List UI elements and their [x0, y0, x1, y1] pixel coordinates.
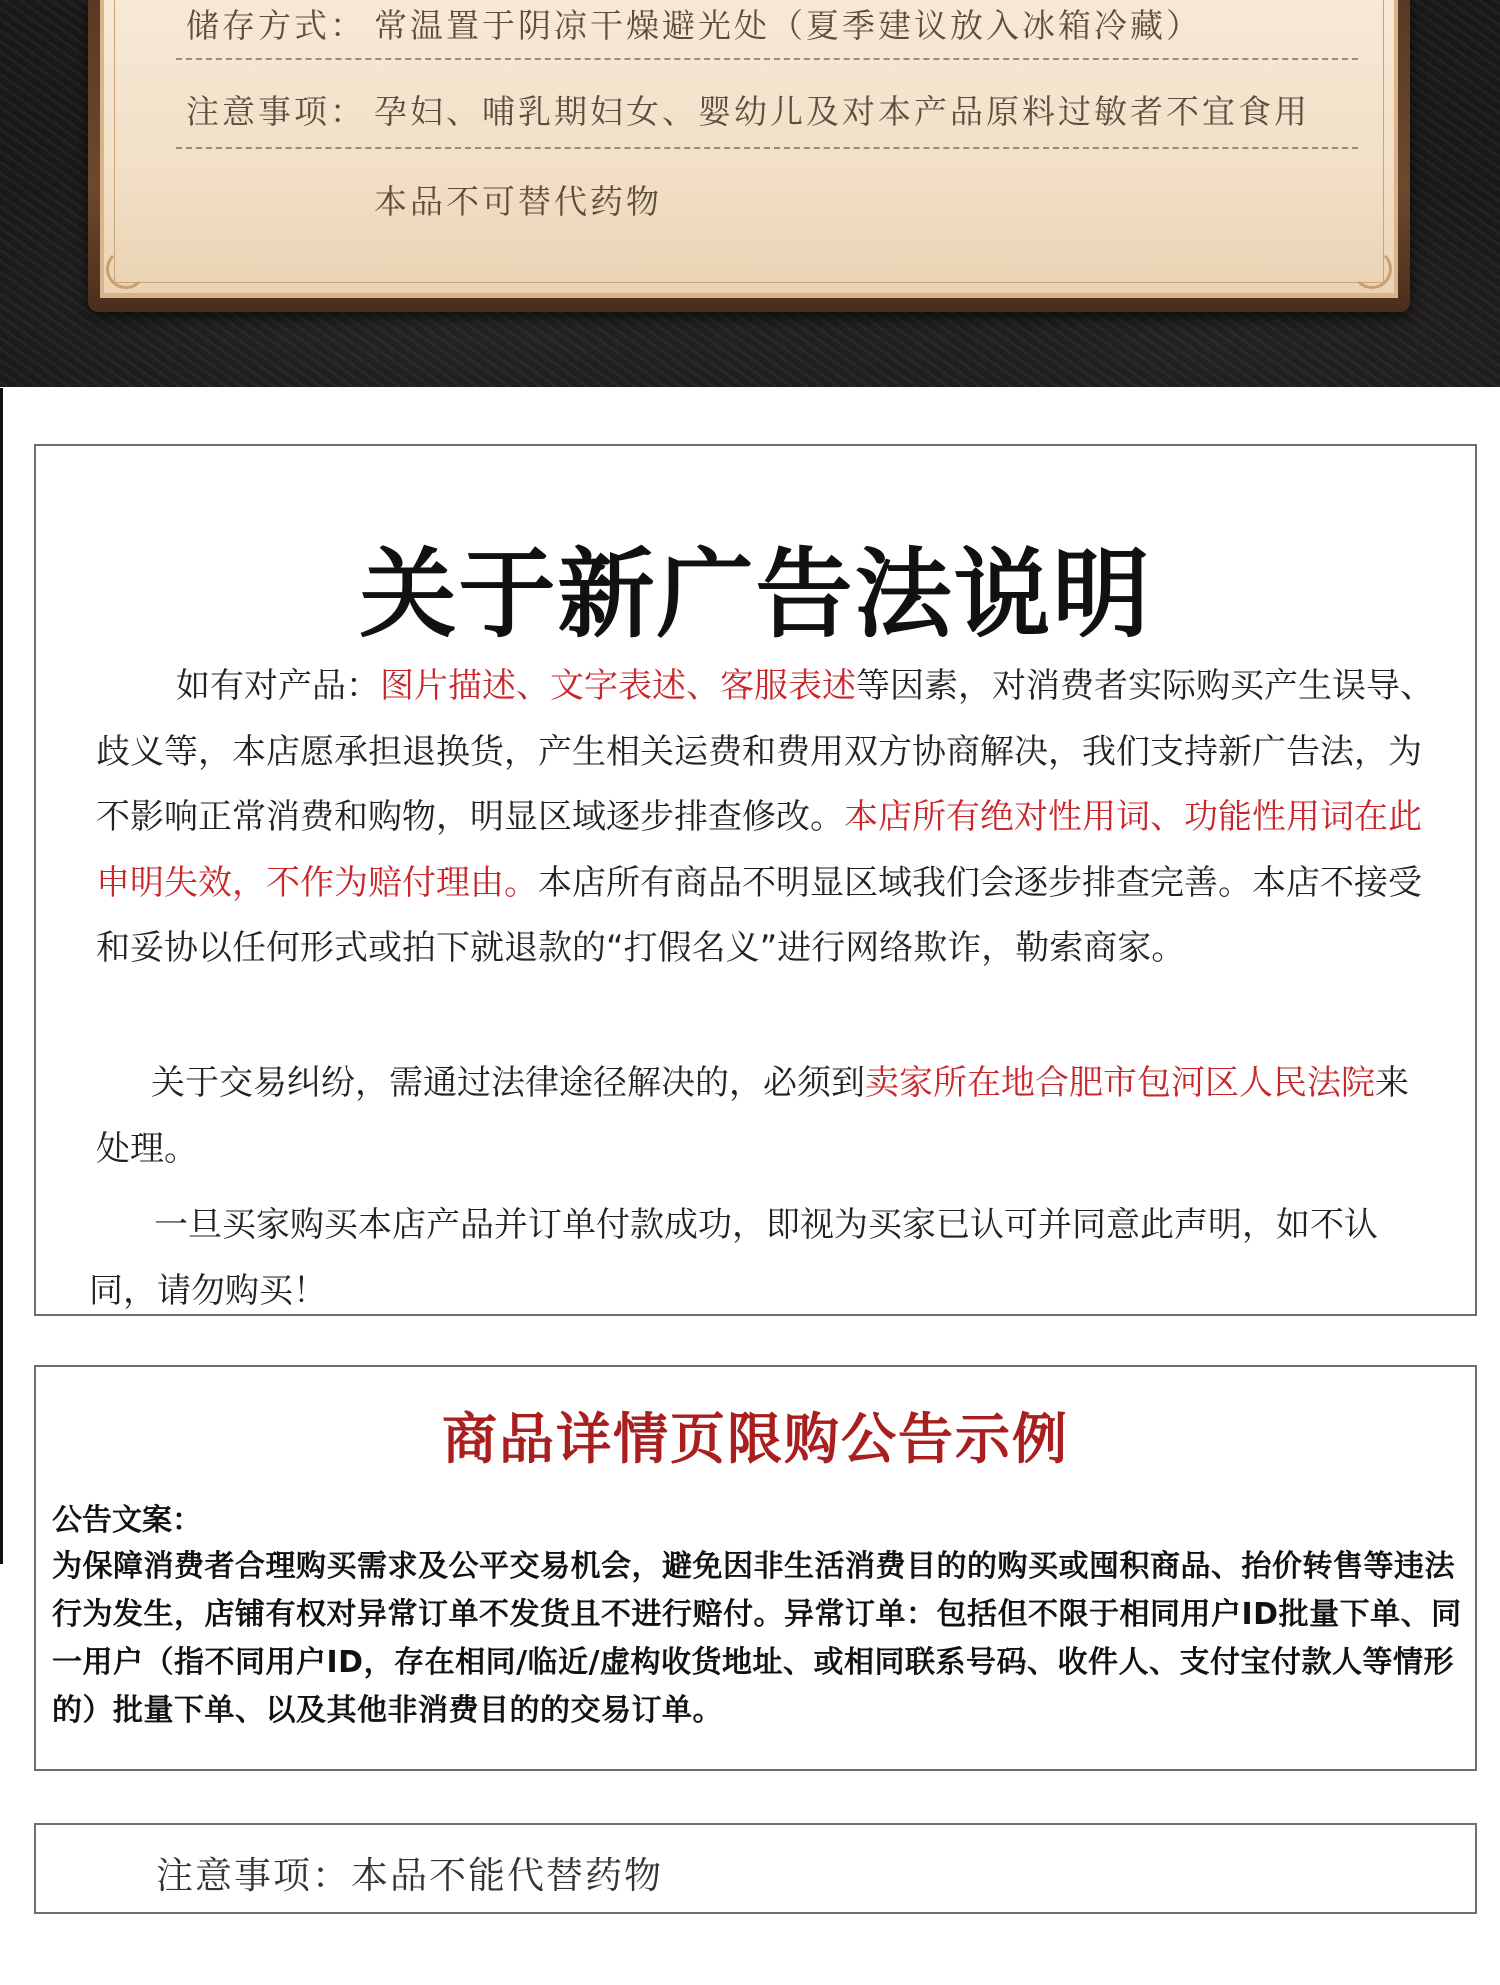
notice-label: 公告文案： [52, 1503, 202, 1538]
storage-value: 常温置于阴凉干燥避光处（夏季建议放入冰箱冷藏） [374, 6, 1202, 45]
ad-law-paragraph-1 [96, 654, 1436, 982]
notice-body: 为保障消费者合理购买需求及公平交易机会，避免因非生活消费目的的购买或囤积商品、抬价转售等违法行为发生，店铺有权对异常订单不发货且不进行赔付。异常订单：包括但不限于相同用户ID批量下单、同一用户（指不同用户ID，存在相同/临近/虚构收货地址、或相同联系号码、收件人、支付宝付款人等情形的）批量下单、以及其他非消费目的的交易订单。 [52, 1549, 1462, 1728]
storage-label: 储存方式： [186, 6, 366, 45]
text-run: 关于交易纠纷，需通过法律途径解决的，必须到 [151, 1063, 865, 1103]
footer-note-text: 注意事项：本品不能代替药物 [156, 1854, 663, 1897]
text-run: 来处理。 [96, 1063, 1409, 1169]
caution-row-continued [186, 176, 1356, 223]
footer-note-box [34, 1823, 1477, 1914]
purchase-limit-notice-box [34, 1365, 1477, 1771]
highlight-text: 图片描述、文字表述、客服表述 [380, 666, 856, 706]
storage-row [186, 0, 1356, 47]
caution-value: 孕妇、哺乳期妇女、婴幼儿及对本产品原料过敏者不宜食用 [374, 92, 1310, 131]
ad-law-paragraph-3: 一旦买家购买本店产品并订单付款成功，即视为买家已认可并同意此声明，如不认同，请勿购买！ [89, 1205, 1378, 1311]
left-edge-rule [0, 388, 3, 1564]
ad-law-notice-box [34, 444, 1477, 1316]
dashed-divider [176, 147, 1358, 149]
caution-value-2: 本品不可替代药物 [374, 182, 662, 221]
dashed-divider [176, 58, 1358, 60]
caution-label: 注意事项： [186, 92, 366, 131]
parchment-card [100, 0, 1398, 298]
ad-law-paragraph-2 [96, 1050, 1436, 1182]
text-run: 等因素，对消费者实际购买产生误导、歧义等，本店愿承担退换货，产生相关运费和费用双方协商解决，我们支持新广告法，为不影响正常消费和购物，明显区域逐步排查修改。 [96, 666, 1434, 837]
text-run: 如有对产品： [176, 666, 380, 706]
corner-ornament-icon [1352, 249, 1392, 289]
corner-ornament-icon [106, 249, 146, 289]
caution-row [186, 86, 1356, 133]
ad-law-title: 关于新广告法说明 [359, 538, 1152, 651]
text-run: 本店所有商品不明显区域我们会逐步排查完善。本店不接受和妥协以任何形式或拍下就退款的“打假名义”进行网络欺诈，勒索商家。 [96, 862, 1422, 968]
highlight-text: 卖家所在地合肥市包河区人民法院 [865, 1063, 1375, 1103]
purchase-limit-title: 商品详情页限购公告示例 [441, 1407, 1069, 1471]
highlight-text: 本店所有绝对性用词、功能性用词在此申明失效，不作为赔付理由。 [96, 797, 1422, 903]
product-info-section [0, 0, 1500, 387]
